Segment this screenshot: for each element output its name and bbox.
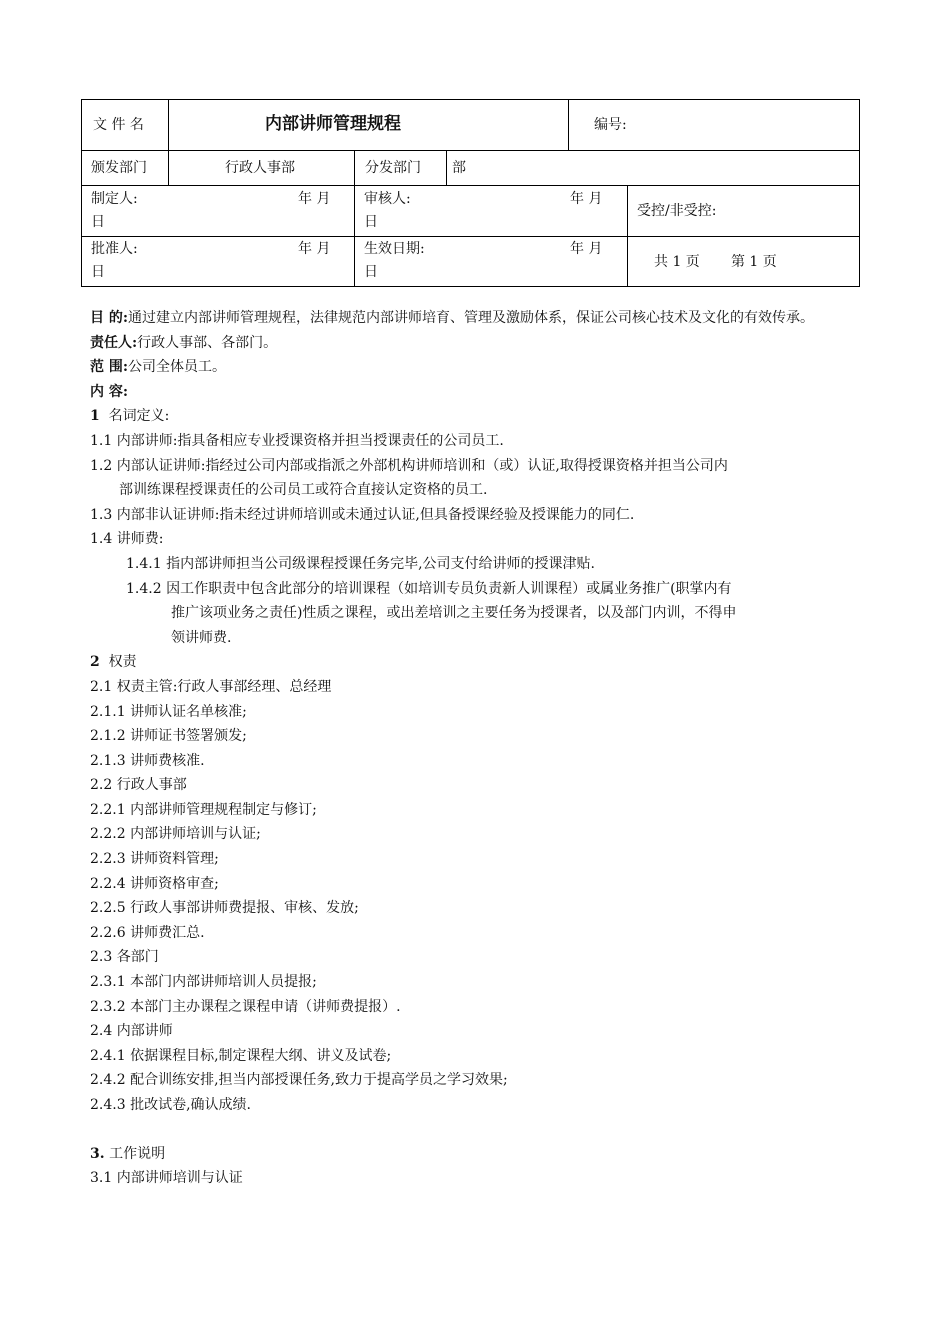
scope-label: 范 围: [90,359,129,376]
section-3-heading [90,1142,862,1167]
item-2-2: 2.2 行政人事部 [90,777,187,794]
maker-day: 日 [91,214,105,230]
effective-date-label: 生效日期: [364,241,425,257]
purpose-paragraph [90,306,862,331]
document-header-table [81,99,860,287]
item-2-2-4: 2.2.4 讲师资格审查; [90,875,219,892]
section-2-heading [90,650,862,675]
section-2-title: 权责 [108,654,137,671]
item-1-4-2-line3: 领讲师费. [171,629,232,646]
item-2-3-1: 2.3.1 本部门内部讲师培训人员提报; [90,974,317,991]
scope-paragraph [90,355,862,380]
approver-year-month: 年 月 [298,241,331,257]
item-1-4-2-line2: 推广该项业务之责任)性质之课程，或出差培训之主要任务为授课者，以及部门内训，不得申 [171,605,737,622]
responsible-label: 责任人: [90,334,138,351]
maker-label: 制定人: [91,191,138,207]
col-divider [168,100,169,186]
item-1-2-line2: 部训练课程授课责任的公司员工或符合直接认定资格的员工. [119,482,488,499]
col-divider [568,100,569,150]
item-3-1: 3.1 内部讲师培训与认证 [90,1170,243,1187]
col-divider [627,185,628,286]
section-1-number: 1 [90,408,100,425]
item-2-2-1: 2.2.1 内部讲师管理规程制定与修订; [90,801,317,818]
item-1-1: 1.1 内部讲师:指具备相应专业授课资格并担当授课责任的公司员工. [90,432,504,449]
item-2-2-6: 2.2.6 讲师费汇总. [90,924,205,941]
controlled-label: 受控/非受控: [637,203,717,219]
responsible-text: 行政人事部、各部门。 [137,334,278,351]
item-2-2-2: 2.2.2 内部讲师培训与认证; [90,826,261,843]
dist-dept-value: 部 [452,160,466,176]
item-2-2-3: 2.2.3 讲师资料管理; [90,851,219,868]
maker-year-month: 年 月 [298,191,331,207]
reviewer-day: 日 [364,214,378,230]
section-3-title: 工作说明 [109,1145,166,1162]
dist-dept-label: 分发部门 [365,160,421,176]
issue-dept-value: 行政人事部 [225,160,295,176]
item-2-4-2: 2.4.2 配合训练安排,担当内部授课任务,致力于提高学员之学习效果; [90,1072,508,1089]
item-1-4-2-line1: 1.4.2 因工作职责中包含此部分的培训课程（如培训专员负责新人训课程）或属业务推广(职掌内有 [126,580,732,597]
item-1-4: 1.4 讲师费: [90,531,164,548]
item-2-3: 2.3 各部门 [90,949,159,966]
item-2-1-2: 2.1.2 讲师证书签署颁发; [90,728,247,745]
effective-day: 日 [364,264,378,280]
scope-text: 公司全体员工。 [128,359,227,376]
section-2-number: 2 [90,654,100,671]
reviewer-label: 审核人: [364,191,411,207]
document-body [90,306,862,1191]
col-divider [354,150,355,286]
item-1-4-1: 1.4.1 指内部讲师担当公司级课程授课任务完毕,公司支付给讲师的授课津贴. [126,555,595,572]
effective-year-month: 年 月 [570,241,603,257]
reviewer-year-month: 年 月 [570,191,603,207]
issue-dept-label: 颁发部门 [91,160,147,176]
row-divider [82,185,859,186]
item-2-2-5: 2.2.5 行政人事部讲师费提报、审核、发放; [90,900,359,917]
item-1-2-line1: 1.2 内部认证讲师:指经过公司内部或指派之外部机构讲师培训和（或）认证,取得授课资格并担当公司内 [90,457,728,474]
col-divider [446,150,447,186]
purpose-label: 目 的: [90,310,129,326]
number-label: 编号: [594,117,627,133]
document-title: 内部讲师管理规程 [265,114,401,134]
row-divider [82,236,859,237]
item-2-1-3: 2.1.3 讲师费核准. [90,752,205,769]
file-name-label: 文 件 名 [93,117,144,133]
section-3-number: 3. [90,1145,105,1162]
section-1-heading [90,404,862,429]
item-2-4-3: 2.4.3 批改试卷,确认成绩. [90,1097,251,1113]
item-2-1-1: 2.1.1 讲师认证名单核准; [90,703,247,720]
item-2-3-2: 2.3.2 本部门主办课程之课程申请（讲师费提报）. [90,998,401,1015]
item-2-4: 2.4 内部讲师 [90,1023,173,1040]
row-divider [82,150,859,151]
spacer [90,1118,862,1142]
page-count: 共 1 页 第 1 页 [654,254,777,270]
item-1-3: 1.3 内部非认证讲师:指未经过讲师培训或未通过认证,但具备授课经验及授课能力的同仁. [90,506,635,523]
responsible-paragraph [90,331,862,356]
approver-label: 批准人: [91,241,138,257]
approver-day: 日 [91,264,105,280]
content-label: 内 容: [90,383,129,400]
section-1-title: 名词定义: [108,408,170,425]
item-2-4-1: 2.4.1 依据课程目标,制定课程大纲、讲义及试卷; [90,1047,392,1064]
item-2-1: 2.1 权责主管:行政人事部经理、总经理 [90,678,332,695]
purpose-text: 通过建立内部讲师管理规程，法律规范内部讲师培育、管理及激励体系，保证公司核心技术及文化的有效传承。 [128,310,815,326]
